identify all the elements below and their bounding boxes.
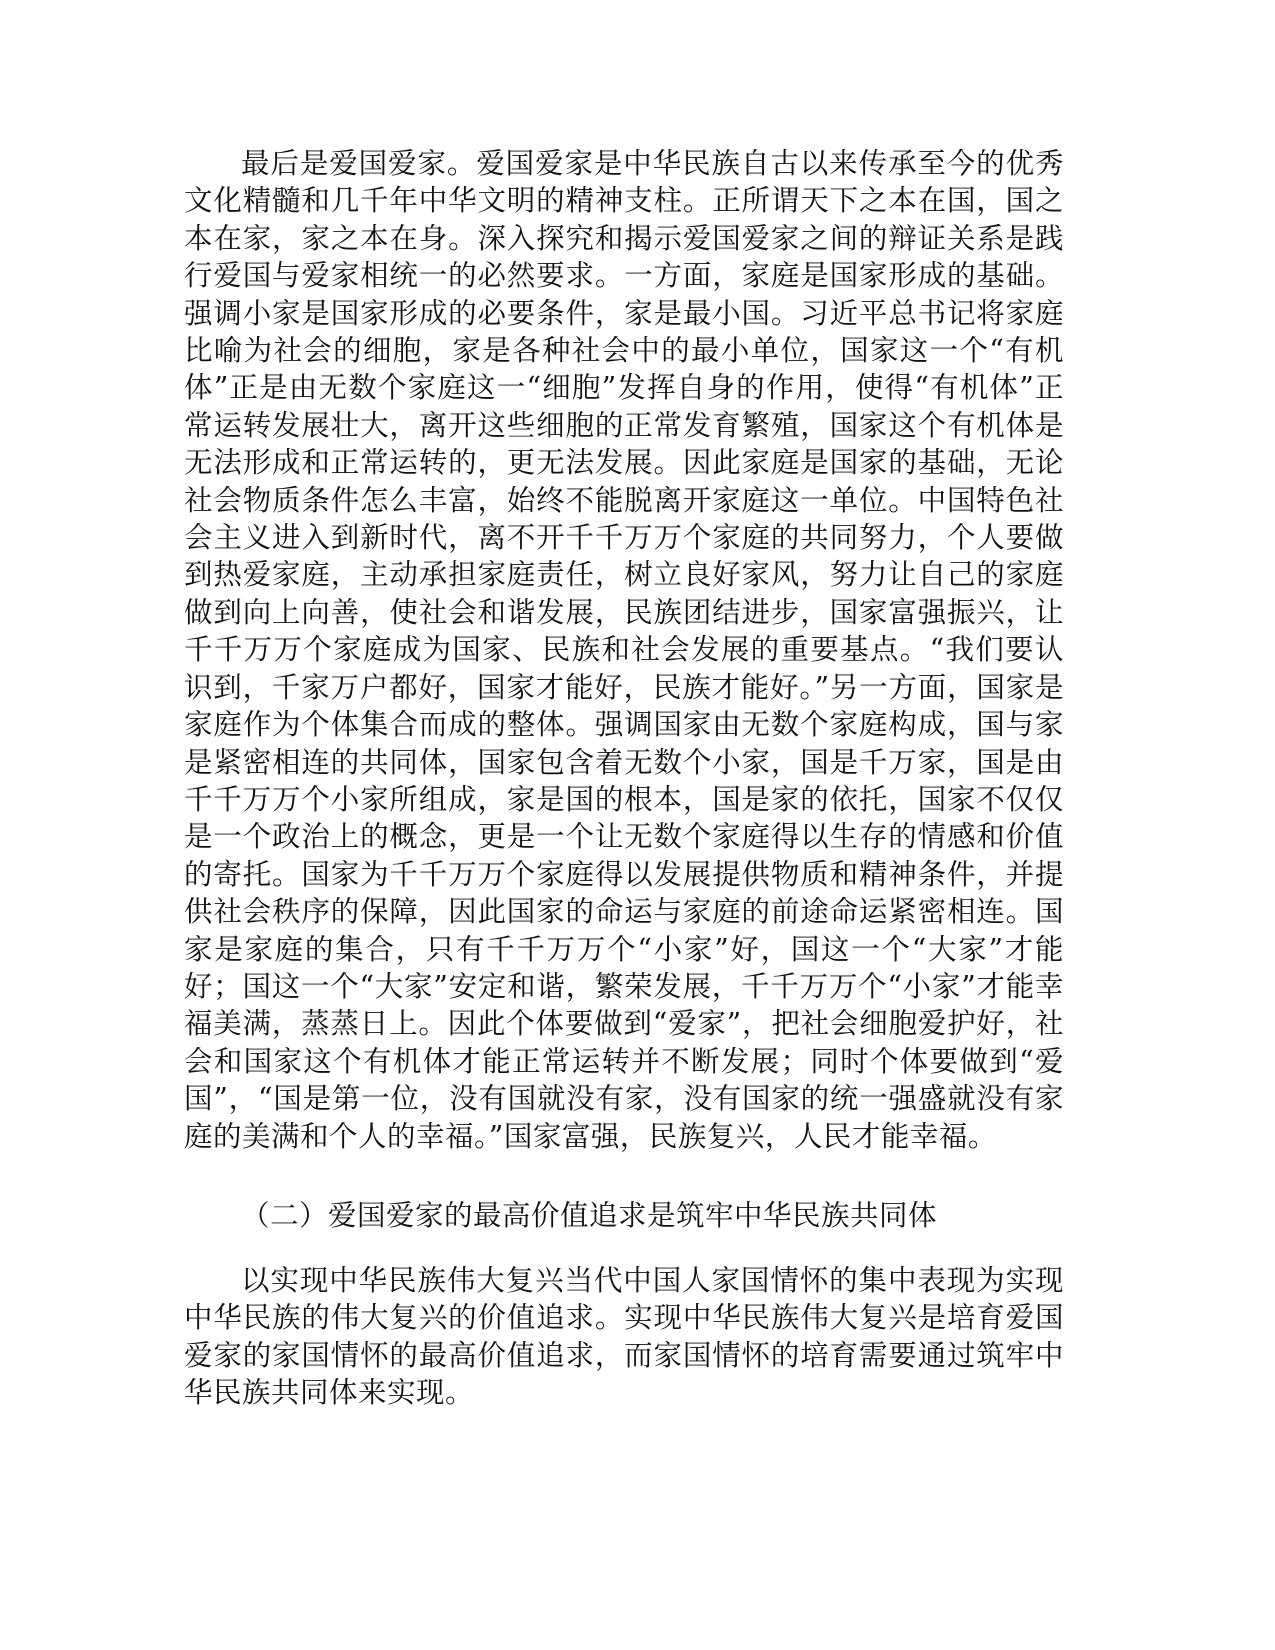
body-paragraph: 最后是爱国爱家。爱国爱家是中华民族自古以来传承至今的优秀文化精髓和几千年中华文明的精神支柱。正所谓天下之本在国，国之本在家，家之本在身。深入探究和揭示爱国爱家之间的辩证关系是践行爱国与爱家相统一的必然要求。一方面，家庭是国家形成的基础。强调小家是国家形成的必要条件，家是最小国。习近平总书记将家庭比喻为社会的细胞，家是各种社会中的最小单位，国家这一个“有机体”正是由无数个家庭这一“细胞”发挥自身的作用，使得“有机体”正常运转发展壮大，离开这些细胞的正常发育繁殖，国家这个有机体是无法形成和正常运转的，更无法发展。因此家庭是国家的基础，无论社会物质条件怎么丰富，始终不能脱离开家庭这一单位。中国特色社会主义进入到新时代，离不开千千万万个家庭的共同努力，个人要做到热爱家庭，主动承担家庭责任，树立良好家风，努力让自己的家庭做到向上向善，使社会和谐发展，民族团结进步，国家富强振兴，让千千万万个家庭成为国家、民族和社会发展的重要基点。“我们要认识到，千家万户都好，国家才能好，民族才能好。”另一方面，国家是家庭作为个体集合而成的整体。强调国家由无数个家庭构成，国与家是紧密相连的共同体，国家包含着无数个小家，国是千万家，国是由千千万万个小家所组成，家是国的根本，国是家的依托，国家不仅仅是一个政治上的概念，更是一个让无数个家庭得以生存的情感和价值的寄托。国家为千千万万个家庭得以发展提供物质和精神条件，并提供社会秩序的保障，因此国家的命运与家庭的前途命运紧密相连。国家是家庭的集合，只有千千万万个“小家”好，国这一个“大家”才能好；国这一个“大家”安定和谐，繁荣发展，千千万万个“小家”才能幸福美满，蒸蒸日上。因此个体要做到“爱家”，把社会细胞爱护好，社会和国家这个有机体才能正常运转并不断发展；同时个体要做到“爱国”，“国是第一位，没有国就没有家，没有国家的统一强盛就没有家庭的美满和个人的幸福。”国家富强，民族复兴，人民才能幸福。 — [184, 147, 1064, 1153]
section-heading: （二）爱国爱家的最高价值追求是筑牢中华民族共同体 — [241, 1199, 938, 1232]
body-paragraph: 以实现中华民族伟大复兴当代中国人家国情怀的集中表现为实现中华民族的伟大复兴的价值追求。实现中华民族伟大复兴是培育爱国爱家的家国情怀的最高价值追求，而家国情怀的培育需要通过筑牢中华民族共同体来实现。 — [184, 1264, 1064, 1410]
